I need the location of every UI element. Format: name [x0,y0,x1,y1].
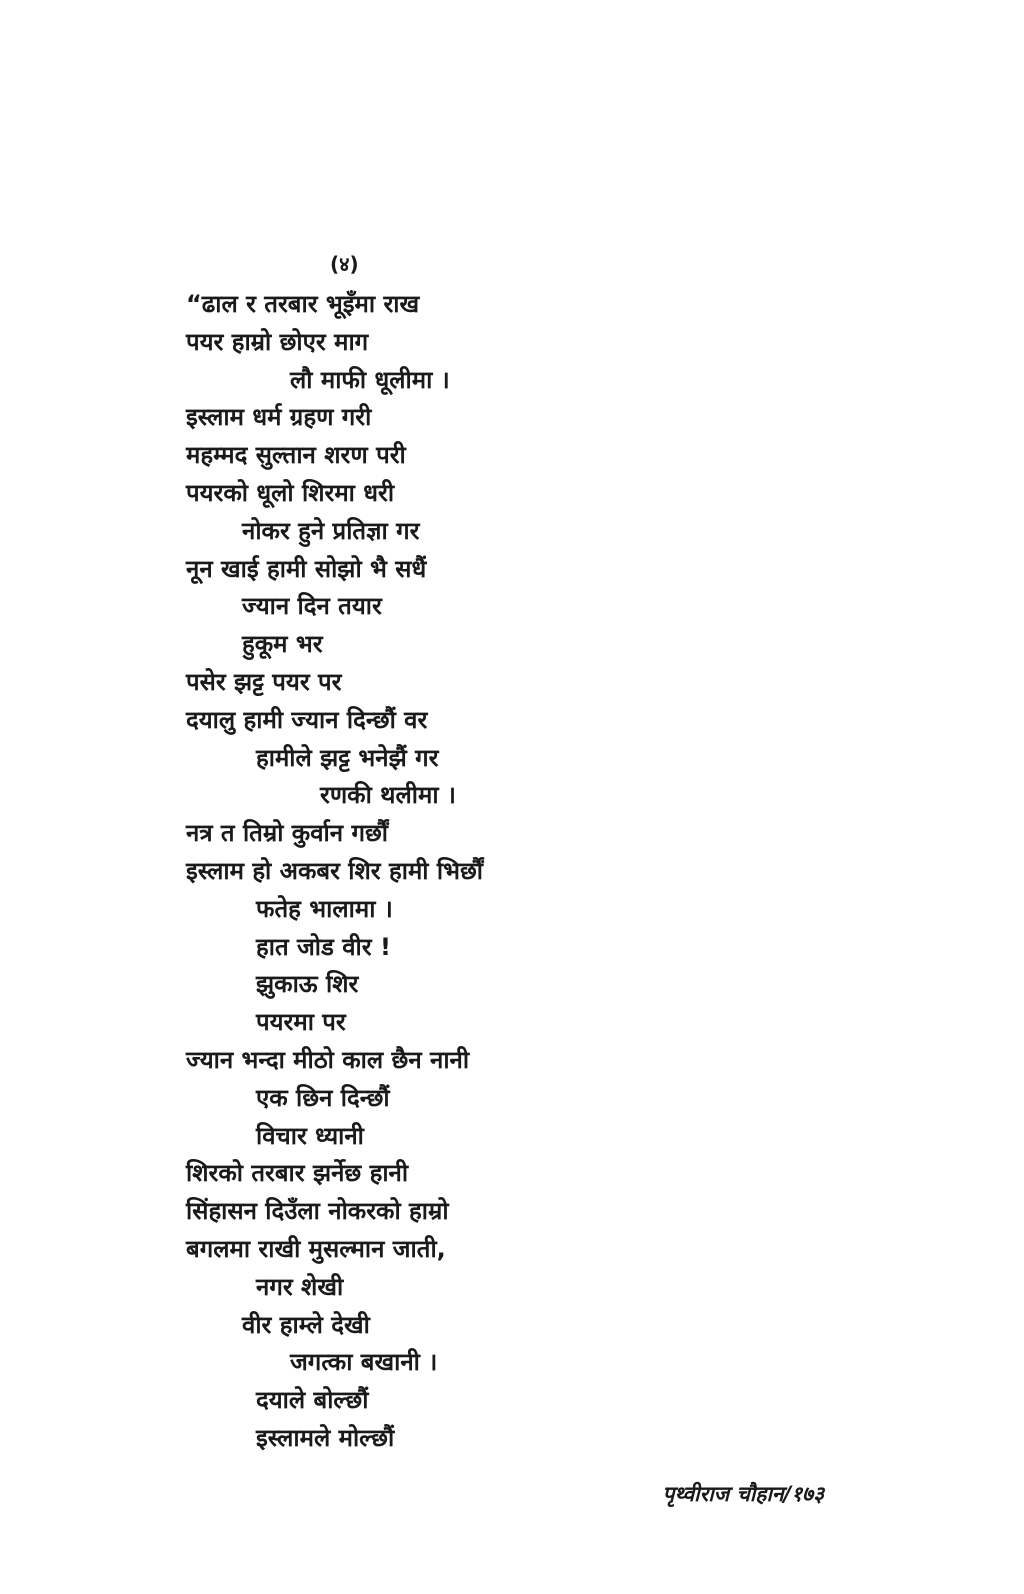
poem-line: नत्र त तिम्रो कुर्वान गर्छौं [186,819,388,848]
poem-line: नगर शेखी [256,1272,344,1301]
poem-line: हात जोड वीर ! [256,932,391,961]
poem-line: वीर हाम्ले देखी [242,1310,370,1339]
poem-line: नोकर हुने प्रतिज्ञा गर [242,516,420,545]
page-footer-running-title: पृथ्वीराज चौहान/१७३ [662,1482,824,1506]
poem-line: महम्मद सुल्तान शरण परी [186,441,406,470]
poem-line: जगत्का बखानी । [290,1348,438,1377]
poem-line: पयरमा पर [256,1008,346,1037]
poem-line: दयालु हामी ज्यान दिन्छौं वर [186,705,428,734]
poem-line: हुकूम भर [242,630,323,659]
poem-line: रणकी थलीमा । [320,781,457,810]
poem-line: नून खाई हामी सोझो भै सधैं [186,554,427,583]
poem-verse [186,286,826,1458]
poem-line: पयरको धूलो शिरमा धरी [186,478,395,507]
poem-line: एक छिन दिन्छौं [256,1083,390,1112]
poem-line: सिंहासन दिउँला नोकरको हाम्रो [186,1197,449,1226]
poem-line: बगलमा राखी मुसल्मान जाती, [186,1234,446,1263]
poem-line: पसेर झट्ट पयर पर [186,667,342,696]
poem-line: फतेह भालामा । [256,894,393,923]
poem-line: ज्यान दिन तयार [242,592,382,621]
poem-line: विचार ध्यानी [256,1121,364,1150]
poem-line: शिरको तरबार झर्नेछ हानी [186,1159,409,1188]
poem-line: इस्लाम हो अकबर शिर हामी भिर्छौं [186,856,483,885]
poem-line: इस्लामले मोल्छौं [256,1423,395,1452]
poem-line: इस्लाम धर्म ग्रहण गरी [186,403,372,432]
poem-line: झुकाऊ शिर [256,970,359,999]
poem-line: लौ माफी धूलीमा । [290,365,450,394]
poem-line: ज्यान भन्दा मीठो काल छैन नानी [186,1045,470,1074]
poem-line: दयाले बोल्छौं [256,1386,369,1415]
poem-line: “ढाल र तरबार भूइँमा राख [186,290,420,318]
section-number: (४) [330,252,359,276]
poem-line: पयर हाम्रो छोएर माग [186,327,369,356]
poem-line: हामीले झट्ट भनेझैं गर [256,743,439,772]
